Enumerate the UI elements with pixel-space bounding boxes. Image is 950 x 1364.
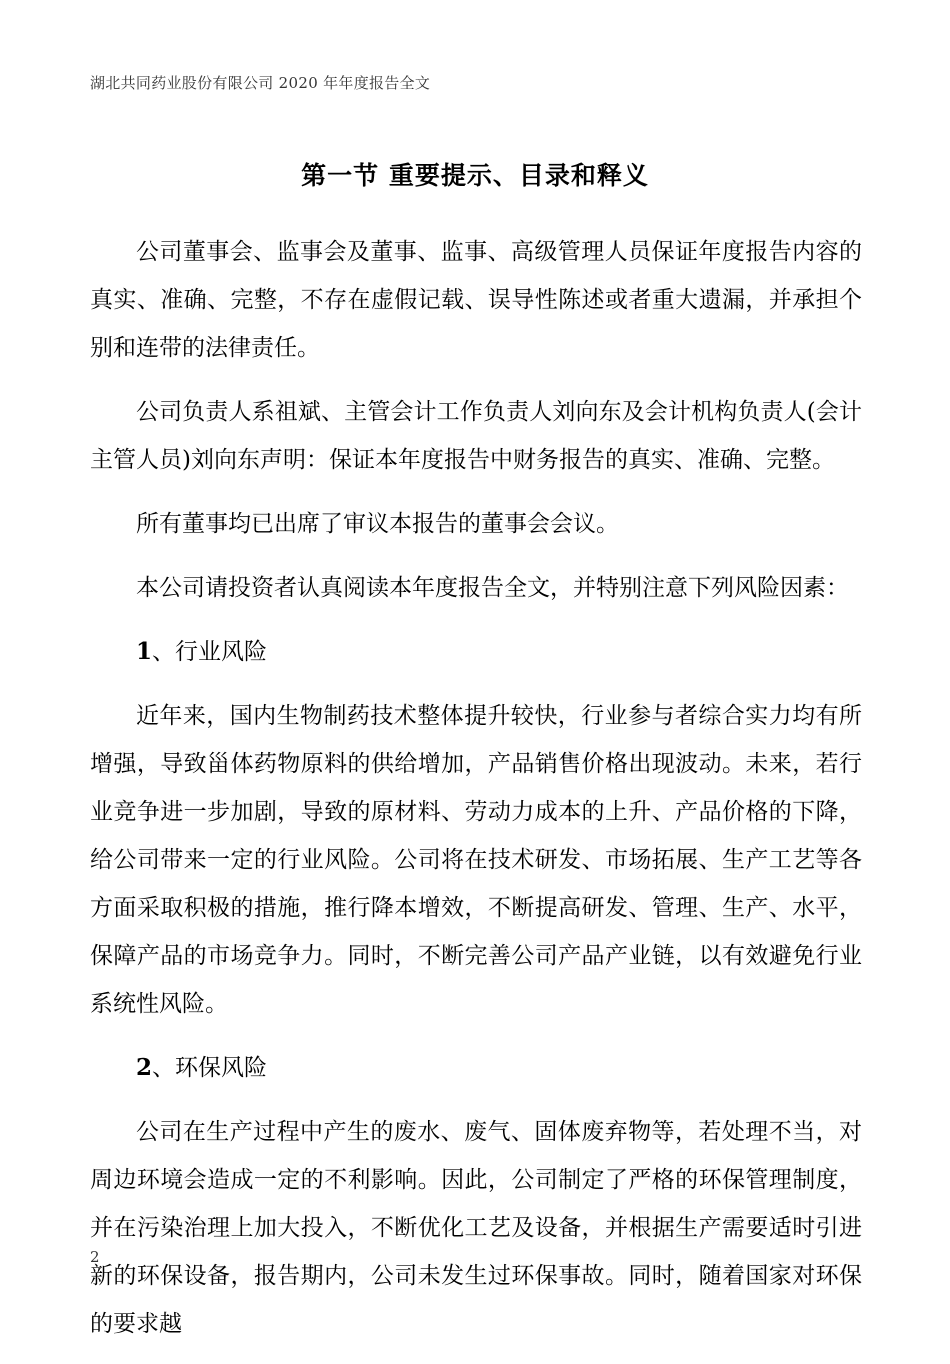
heading-industry-risk-number: 1	[136, 638, 153, 665]
heading-environmental-risk-number: 2	[136, 1054, 153, 1081]
heading-industry-risk	[90, 628, 862, 676]
heading-industry-risk-label: 、行业风险	[152, 639, 268, 665]
heading-environmental-risk	[90, 1044, 862, 1092]
document-body	[90, 228, 862, 1364]
paragraph-financial-statement: 公司负责人系祖斌、主管会计工作负责人刘向东及会计机构负责人(会计主管人员)刘向东声明：保证本年度报告中财务报告的真实、准确、完整。	[90, 399, 862, 473]
paragraph-responsibility: 公司董事会、监事会及董事、监事、高级管理人员保证年度报告内容的真实、准确、完整，不存在虚假记载、误导性陈述或者重大遗漏，并承担个别和连带的法律责任。	[90, 239, 862, 361]
section-title: 第一节 重要提示、目录和释义	[301, 161, 649, 190]
page-number: 2	[90, 1248, 100, 1266]
page-header: 湖北共同药业股份有限公司 2020 年年度报告全文	[90, 74, 431, 92]
heading-environmental-risk-label: 、环保风险	[152, 1055, 268, 1081]
paragraph-environmental-risk: 公司在生产过程中产生的废水、废气、固体废弃物等，若处理不当，对周边环境会造成一定的不利影响。因此，公司制定了严格的环保管理制度，并在污染治理上加大投入，不断优化工艺及设备，并根据生产需要适时引进新的环保设备，报告期内，公司未发生过环保事故。同时，随着国家对环保的要求越	[90, 1119, 862, 1337]
paragraph-board-attendance: 所有董事均已出席了审议本报告的董事会会议。	[136, 511, 619, 537]
paragraph-industry-risk: 近年来，国内生物制药技术整体提升较快，行业参与者综合实力均有所增强，导致甾体药物原料的供给增加，产品销售价格出现波动。未来，若行业竞争进一步加剧，导致的原材料、劳动力成本的上升、产品价格的下降，给公司带来一定的行业风险。公司将在技术研发、市场拓展、生产工艺等各方面采取积极的措施，推行降本增效，不断提高研发、管理、生产、水平，保障产品的市场竞争力。同时，不断完善公司产品产业链，以有效避免行业系统性风险。	[90, 703, 862, 1017]
paragraph-risk-notice: 本公司请投资者认真阅读本年度报告全文，并特别注意下列风险因素：	[136, 575, 849, 601]
